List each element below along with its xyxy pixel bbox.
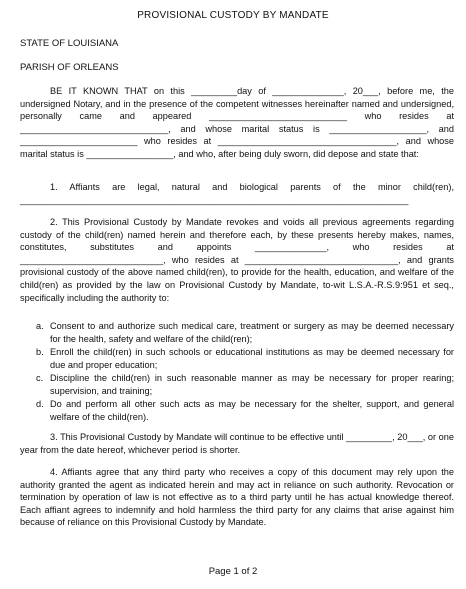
authority-text: Consent to and authorize such medical care, treatment or surgery as may be deemed necessary for the health, safety and welfare of the child(ren); [50,321,454,344]
authority-text: Discipline the child(ren) in such reasonable manner as may be necessary for proper rearing; supervision, and training; [50,373,454,396]
intro-paragraph: BE IT KNOWN THAT on this _________day of ______________, 20___, before me, the undersigned Notary, and in the presence of the competent witnesses hereinafter named and undersigned, personally came and appeared ___________________________ who resides at _____________________________, and whose marital status is ___________________, and _______________________ who resides at ___________________________________, and whose marital status is _________________, and who, after being duly sworn, did depose and state that: [20,86,454,159]
state-heading: STATE OF LOUISIANA [20,38,119,49]
paragraph-4: 4. Affiants agree that any third party who receives a copy of this document may rely upon the authority granted the agent as indicated herein and may act in reliance on such authority. Revocation or termination by operation of law is not effective as to a third party until he has actual knowledge thereof. Each affiant agrees to indemnify and hold harmless the third party for any claims that arise against him because of reliance on this Provisional Custody by Mandate. [20,467,454,528]
paragraph-1: 1. Affiants are legal, natural and biological parents of the minor child(ren), ____________________________________________________________________________ [20,182,454,205]
authority-item-d [36,398,454,423]
paragraph-2: 2. This Provisional Custody by Mandate revokes and voids all previous agreements regarding custody of the child(ren) named herein and therefore each, by these presents hereby makes, names, constitutes, substitutes and appoints ______________, who resides at ____________________________, who resides at ______________________________, and grants provisional custody of the above named child(ren), to provide for the health, education, and welfare of the child(ren) as provided by the law on Provisional Custody by Mandate, to-wit L.S.A.-R.S.9:951 et seq., specifically including the authority to: [20,217,454,303]
authority-letter: b. [36,347,44,357]
paragraph-3: 3. This Provisional Custody by Mandate will continue to be effective until _________, 20___, or one year from the date hereof, whichever period is shorter. [20,432,454,455]
authority-letter: d. [36,399,44,409]
parish-heading: PARISH OF ORLEANS [20,62,119,73]
authority-text: Enroll the child(ren) in such schools or educational institutions as may be deemed necessary for due and proper education; [50,347,454,370]
document-title: PROVISIONAL CUSTODY BY MANDATE [137,10,329,21]
authority-item-b [36,346,454,371]
authority-item-c [36,372,454,397]
authority-letter: a. [36,321,44,331]
authority-letter: c. [36,373,44,383]
authority-text: Do and perform all other such acts as may be necessary for the shelter, support, and general welfare of the child(ren). [50,399,454,422]
page-number: Page 1 of 2 [208,566,258,577]
authority-item-a [36,320,454,345]
